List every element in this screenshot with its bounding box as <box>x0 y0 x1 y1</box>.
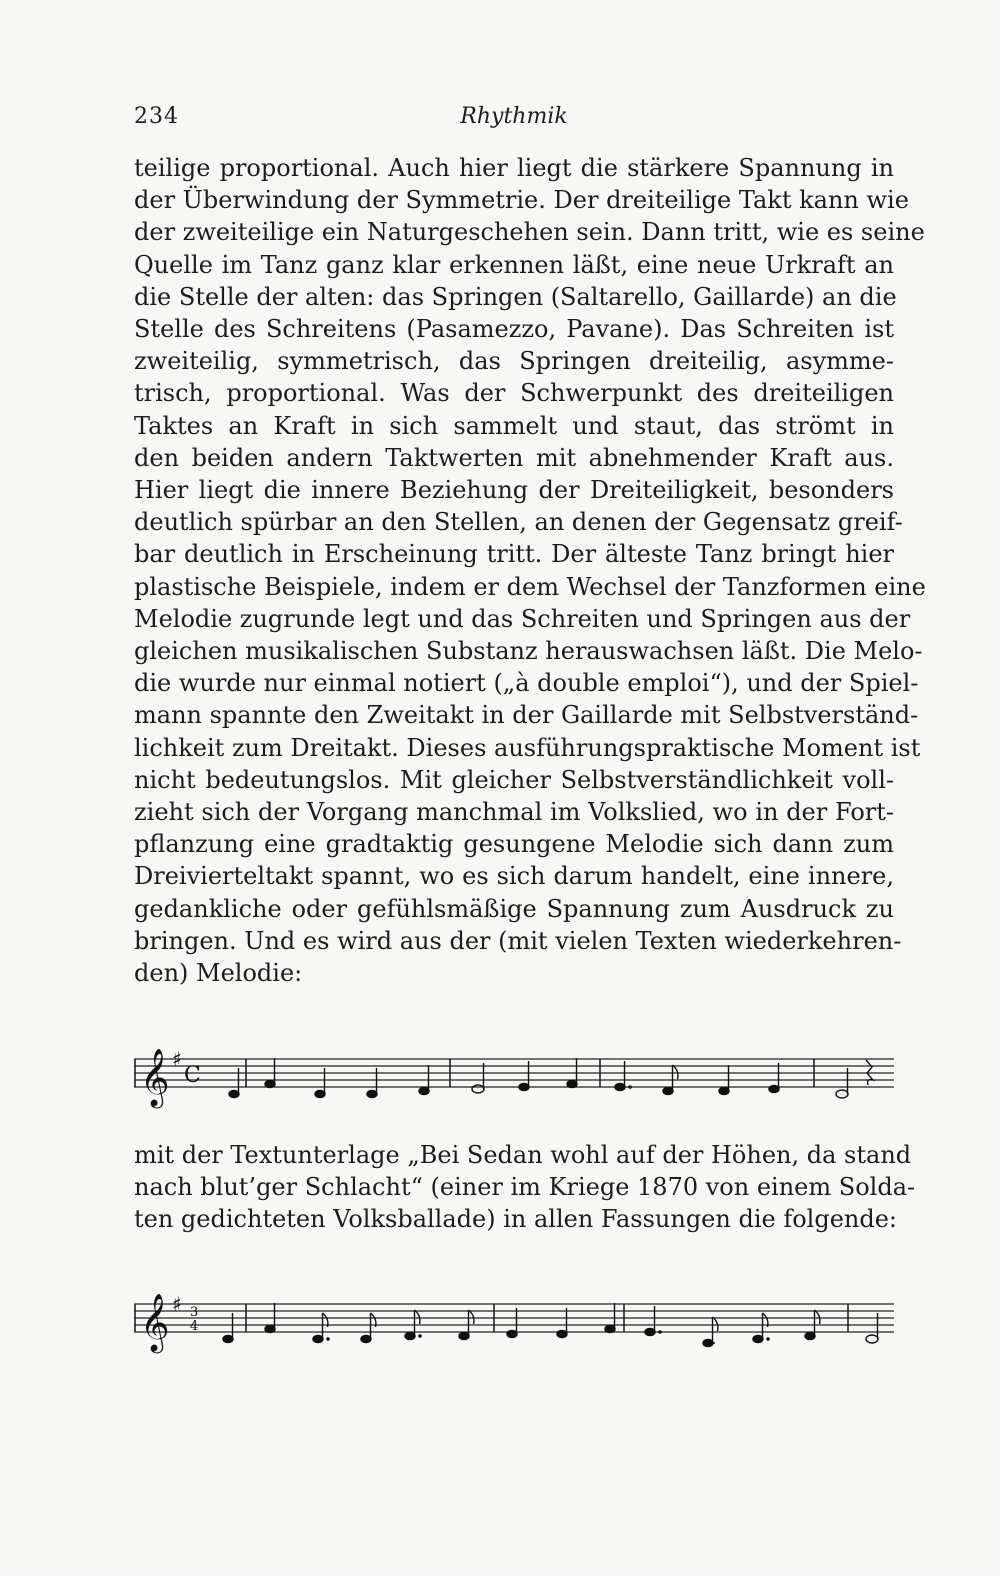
dotted-eighth-note <box>313 1335 323 1342</box>
text-line: Quelle im Tanz ganz klar erkennen läßt, eine neue Urkraft an <box>134 250 894 279</box>
quarter-note <box>719 1087 729 1094</box>
running-title: Rhythmik <box>460 104 568 129</box>
text-line: den) Melodie: <box>134 959 303 988</box>
text-line: Taktes an Kraft in sich sammelt und staut, das strömt in <box>134 411 894 440</box>
quarter-note <box>367 1090 377 1097</box>
text-line: mit der Textunterlage „Bei Sedan wohl auf der Höhen, da stand <box>134 1141 912 1169</box>
treble-clef-icon: 𝄞 <box>140 1048 170 1106</box>
text-line: pflanzung eine gradtaktig gesungene Melodie sich dann zum <box>134 830 894 859</box>
text-line: der zweiteilige ein Naturgeschehen sein. Dann tritt, wie es seine <box>134 218 925 247</box>
text-line: nach blut’ger Schlacht“ (einer im Kriege 1870 von einem Solda- <box>134 1173 916 1202</box>
page-header <box>134 104 894 140</box>
quarter-note <box>315 1090 325 1097</box>
treble-clef-icon: 𝄞 <box>140 1293 170 1351</box>
sharp-key-signature: ♯ <box>172 1047 182 1071</box>
text-line: teilige proportional. Auch hier liegt die stärkere Spannung in <box>134 154 894 182</box>
time-signature-numerator: 3 <box>190 1305 199 1320</box>
quarter-note <box>265 1325 275 1332</box>
text-line: lichkeit zum Dreitakt. Dieses ausführungspraktische Moment ist <box>134 733 921 762</box>
text-line: die Stelle der alten: das Springen (Saltarello, Gaillarde) an die <box>134 282 897 311</box>
music-example-2 <box>134 1285 894 1369</box>
quarter-note <box>557 1330 567 1337</box>
dotted-quarter-note <box>645 1328 655 1335</box>
text-line: plastische Beispiele, indem er dem Wechsel der Tanzformen eine <box>134 572 926 601</box>
text-line: der Überwindung der Symmetrie. Der dreiteilige Takt kann wie <box>134 186 909 215</box>
text-line: Stelle des Schreitens (Pasamezzo, Pavane). Das Schreiten ist <box>134 315 894 344</box>
quarter-note <box>567 1080 577 1087</box>
time-signature-denominator: 4 <box>190 1319 199 1334</box>
text-line: ten gedichteten Volksballade) in allen Fassungen die folgende: <box>134 1205 898 1234</box>
quarter-note <box>265 1080 275 1087</box>
half-note <box>472 1085 484 1093</box>
text-line: Dreivierteltakt spannt, wo es sich darum handelt, eine innere, <box>134 862 894 891</box>
quarter-note <box>605 1325 615 1332</box>
text-line: bar deutlich in Erscheinung tritt. Der älteste Tanz bringt hier <box>134 540 894 569</box>
text-line: bringen. Und es wird aus der (mit vielen Texten wiederkehren- <box>134 926 902 955</box>
sixteenth-note <box>361 1335 371 1342</box>
notes <box>229 1058 873 1098</box>
text-line: mann spannte den Zweitakt in der Gaillarde mit Selbstverständ- <box>134 701 919 730</box>
half-note <box>866 1335 878 1343</box>
sharp-key-signature: ♯ <box>172 1292 182 1316</box>
text-line: gleichen musikalischen Substanz herauswachsen läßt. Die Melo- <box>134 637 923 666</box>
text-line: die wurde nur einmal notiert („à double emploi“), und der Spiel- <box>134 669 919 698</box>
eighth-note <box>663 1087 673 1094</box>
quarter-note <box>769 1085 779 1092</box>
staff-lines <box>134 1059 894 1087</box>
staff-lines <box>134 1304 894 1332</box>
quarter-note <box>223 1335 233 1342</box>
text-line: zieht sich der Vorgang manchmal im Volkslied, wo in der Fort- <box>134 798 894 827</box>
quarter-note <box>229 1090 239 1097</box>
dotted-eighth-note <box>405 1332 415 1339</box>
music-example-1 <box>134 1040 894 1124</box>
dotted-eighth-note <box>753 1335 763 1342</box>
text-line: Hier liegt die innere Beziehung der Dreiteiligkeit, besonders <box>134 476 894 505</box>
text-line: trisch, proportional. Was der Schwerpunkt des dreiteiligen <box>134 379 894 408</box>
quarter-note <box>507 1330 517 1337</box>
text-line: Melodie zugrunde legt und das Schreiten und Springen aus der <box>134 604 911 633</box>
paragraph-2 <box>134 1139 916 1236</box>
sixteenth-note <box>459 1332 469 1339</box>
text-line: zweiteilig, symmetrisch, das Springen dreiteilig, asymme- <box>134 347 894 376</box>
text-line: gedankliche oder gefühlsmäßige Spannung zum Ausdruck zu <box>134 894 894 923</box>
quarter-note <box>419 1087 429 1094</box>
quarter-note <box>519 1083 529 1090</box>
text-line: nicht bedeutungslos. Mit gleicher Selbstverständlichkeit voll- <box>134 765 894 794</box>
page-number: 234 <box>134 104 179 129</box>
dotted-quarter-note <box>615 1083 625 1090</box>
time-signature: C <box>184 1063 201 1088</box>
half-note <box>836 1090 848 1098</box>
sixteenth-note <box>805 1332 815 1339</box>
text-line: deutlich spürbar an den Stellen, an denen der Gegensatz greif- <box>134 508 903 537</box>
paragraph-1 <box>134 152 926 989</box>
text-line: den beiden andern Taktwerten mit abnehmender Kraft aus. <box>134 443 894 472</box>
